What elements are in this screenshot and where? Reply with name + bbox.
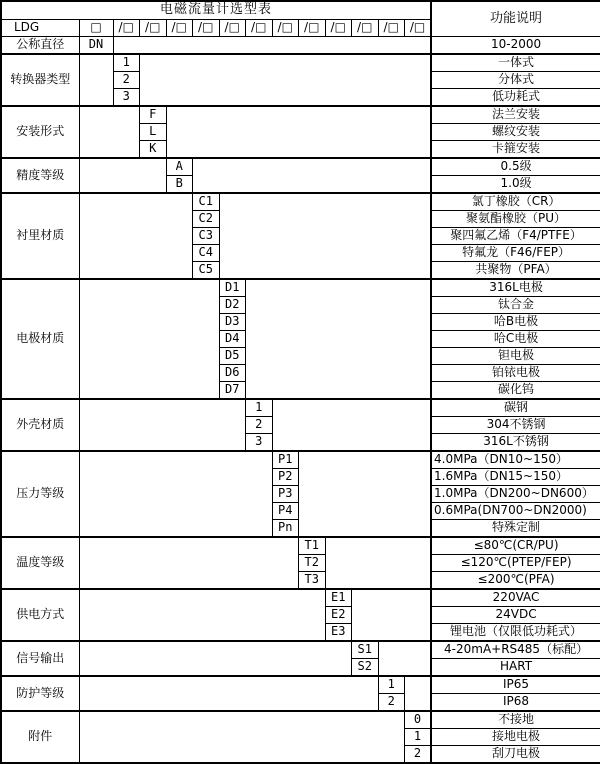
option-code: 1 bbox=[378, 676, 405, 694]
function-desc: 锂电池（仅限低功耗式） bbox=[431, 623, 600, 641]
option-code: C4 bbox=[193, 244, 220, 261]
option-code: E3 bbox=[325, 623, 352, 641]
code-box: /□ bbox=[405, 19, 432, 36]
spacer-cell bbox=[378, 641, 431, 676]
option-code: 3 bbox=[113, 88, 140, 106]
function-desc: ≤120℃(PTEP/FEP) bbox=[431, 554, 600, 571]
function-desc: 共聚物（PFA） bbox=[431, 261, 600, 279]
function-desc: 4-20mA+RS485（标配） bbox=[431, 641, 600, 659]
function-desc: 316L不锈钢 bbox=[431, 433, 600, 451]
category-label-accuracy-class: 精度等级 bbox=[1, 158, 79, 193]
option-code: P4 bbox=[272, 502, 299, 519]
code-box: /□ bbox=[166, 19, 193, 36]
function-desc: 哈B电极 bbox=[431, 313, 600, 330]
spacer-cell bbox=[140, 54, 432, 106]
spacer-cell bbox=[79, 537, 299, 589]
option-code: A bbox=[166, 158, 193, 176]
function-desc: 特殊定制 bbox=[431, 519, 600, 537]
function-desc: 304不锈钢 bbox=[431, 416, 600, 433]
function-desc: 聚氨酯橡胶（PU） bbox=[431, 210, 600, 227]
function-desc: 刮刀电极 bbox=[431, 745, 600, 763]
code-box: /□ bbox=[113, 19, 140, 36]
option-code: D7 bbox=[219, 381, 246, 399]
option-code: 2 bbox=[246, 416, 273, 433]
code-box: /□ bbox=[272, 19, 299, 36]
table-title: 电磁流量计选型表 bbox=[1, 1, 431, 19]
code-box: □ bbox=[79, 19, 113, 36]
spacer-cell bbox=[79, 641, 352, 676]
function-desc: 卡箍安装 bbox=[431, 140, 600, 158]
option-code: 1 bbox=[113, 54, 140, 72]
option-code: B bbox=[166, 175, 193, 193]
spacer-cell bbox=[79, 676, 378, 711]
option-code: L bbox=[140, 123, 167, 140]
option-code: P1 bbox=[272, 451, 299, 469]
spacer-cell bbox=[405, 676, 432, 711]
code-box: /□ bbox=[352, 19, 379, 36]
option-code: 2 bbox=[378, 693, 405, 711]
category-label-pressure-rating: 压力等级 bbox=[1, 451, 79, 537]
function-desc: 1.0级 bbox=[431, 175, 600, 193]
category-label-converter-type: 转换器类型 bbox=[1, 54, 79, 106]
function-desc: 钛合金 bbox=[431, 296, 600, 313]
option-code: D1 bbox=[219, 279, 246, 297]
function-desc: 螺纹安装 bbox=[431, 123, 600, 140]
category-label-signal-output: 信号输出 bbox=[1, 641, 79, 676]
function-desc: 氯丁橡胶（CR） bbox=[431, 193, 600, 211]
option-code: S1 bbox=[352, 641, 379, 659]
category-label-electrode-material: 电极材质 bbox=[1, 279, 79, 399]
option-code: T3 bbox=[299, 571, 326, 589]
spacer-cell bbox=[352, 589, 432, 641]
option-code: T1 bbox=[299, 537, 326, 555]
function-desc: 低功耗式 bbox=[431, 88, 600, 106]
option-code: D4 bbox=[219, 330, 246, 347]
option-code: 2 bbox=[113, 71, 140, 88]
option-code: C5 bbox=[193, 261, 220, 279]
function-desc: 碳钢 bbox=[431, 399, 600, 417]
function-desc: 法兰安装 bbox=[431, 106, 600, 124]
option-code: Pn bbox=[272, 519, 299, 537]
function-desc: 1.0MPa（DN200~DN600） bbox=[431, 485, 600, 502]
spacer-cell bbox=[246, 279, 432, 399]
function-desc: 24VDC bbox=[431, 606, 600, 623]
option-code: C2 bbox=[193, 210, 220, 227]
code-box: /□ bbox=[193, 19, 220, 36]
option-code: E1 bbox=[325, 589, 352, 607]
spacer-cell bbox=[79, 589, 325, 641]
function-desc: 不接地 bbox=[431, 711, 600, 729]
code-box: /□ bbox=[325, 19, 352, 36]
option-code: P2 bbox=[272, 468, 299, 485]
code-box: /□ bbox=[246, 19, 273, 36]
function-column-header: 功能说明 bbox=[431, 1, 600, 36]
category-label-power-supply: 供电方式 bbox=[1, 589, 79, 641]
option-code: P3 bbox=[272, 485, 299, 502]
spacer-cell bbox=[79, 106, 140, 158]
code-box: /□ bbox=[378, 19, 405, 36]
option-code: D5 bbox=[219, 347, 246, 364]
function-desc: 220VAC bbox=[431, 589, 600, 607]
option-code: 3 bbox=[246, 433, 273, 451]
code-box: /□ bbox=[219, 19, 246, 36]
spacer-cell bbox=[79, 193, 193, 279]
option-code: E2 bbox=[325, 606, 352, 623]
function-desc: 哈C电极 bbox=[431, 330, 600, 347]
spacer-cell bbox=[79, 54, 113, 106]
function-desc: 接地电极 bbox=[431, 728, 600, 745]
spacer-cell bbox=[79, 399, 246, 451]
spacer-cell bbox=[79, 279, 219, 399]
option-code: C1 bbox=[193, 193, 220, 211]
option-code: S2 bbox=[352, 658, 379, 676]
function-desc: 一体式 bbox=[431, 54, 600, 72]
spacer-cell bbox=[166, 106, 431, 158]
option-code: D3 bbox=[219, 313, 246, 330]
category-label-housing-material: 外壳材质 bbox=[1, 399, 79, 451]
spacer-cell bbox=[219, 193, 431, 279]
function-desc: 碳化钨 bbox=[431, 381, 600, 399]
option-code: K bbox=[140, 140, 167, 158]
function-desc: 0.6MPa(DN700~DN2000) bbox=[431, 502, 600, 519]
category-label-installation-type: 安装形式 bbox=[1, 106, 79, 158]
model-code-label: LDG bbox=[1, 19, 79, 36]
option-code: 2 bbox=[405, 745, 432, 763]
category-label-protection-rating: 防护等级 bbox=[1, 676, 79, 711]
function-desc: 316L电极 bbox=[431, 279, 600, 297]
function-desc: 特氟龙（F46/FEP） bbox=[431, 244, 600, 261]
option-code: F bbox=[140, 106, 167, 124]
spacer-cell bbox=[325, 537, 431, 589]
category-label-accessories: 附件 bbox=[1, 711, 79, 763]
function-desc: 0.5级 bbox=[431, 158, 600, 176]
category-label-lining-material: 衬里材质 bbox=[1, 193, 79, 279]
function-desc: IP68 bbox=[431, 693, 600, 711]
option-code: 1 bbox=[246, 399, 273, 417]
option-code: D2 bbox=[219, 296, 246, 313]
spacer-cell bbox=[193, 158, 432, 193]
spacer-cell bbox=[79, 711, 405, 763]
option-code: C3 bbox=[193, 227, 220, 244]
function-desc: 铂铱电极 bbox=[431, 364, 600, 381]
code-box: /□ bbox=[140, 19, 167, 36]
category-label-nominal-diameter: 公称直径 bbox=[1, 36, 79, 54]
function-desc: ≤200℃(PFA) bbox=[431, 571, 600, 589]
category-label-temperature-rating: 温度等级 bbox=[1, 537, 79, 589]
function-desc: 4.0MPa（DN10~150） bbox=[431, 451, 600, 469]
option-code: DN bbox=[79, 36, 113, 54]
function-desc: ≤80℃(CR/PU) bbox=[431, 537, 600, 555]
spacer-cell bbox=[272, 399, 431, 451]
option-code: 1 bbox=[405, 728, 432, 745]
spacer-cell bbox=[299, 451, 432, 537]
function-desc: IP65 bbox=[431, 676, 600, 694]
function-desc: HART bbox=[431, 658, 600, 676]
spacer-cell bbox=[113, 36, 431, 54]
option-code: T2 bbox=[299, 554, 326, 571]
function-desc: 1.6MPa（DN15~150） bbox=[431, 468, 600, 485]
function-desc: 分体式 bbox=[431, 71, 600, 88]
option-code: 0 bbox=[405, 711, 432, 729]
code-box: /□ bbox=[299, 19, 326, 36]
function-desc: 10-2000 bbox=[431, 36, 600, 54]
option-code: D6 bbox=[219, 364, 246, 381]
spacer-cell bbox=[79, 451, 272, 537]
function-desc: 钽电极 bbox=[431, 347, 600, 364]
spacer-cell bbox=[79, 158, 166, 193]
function-desc: 聚四氟乙烯（F4/PTFE） bbox=[431, 227, 600, 244]
